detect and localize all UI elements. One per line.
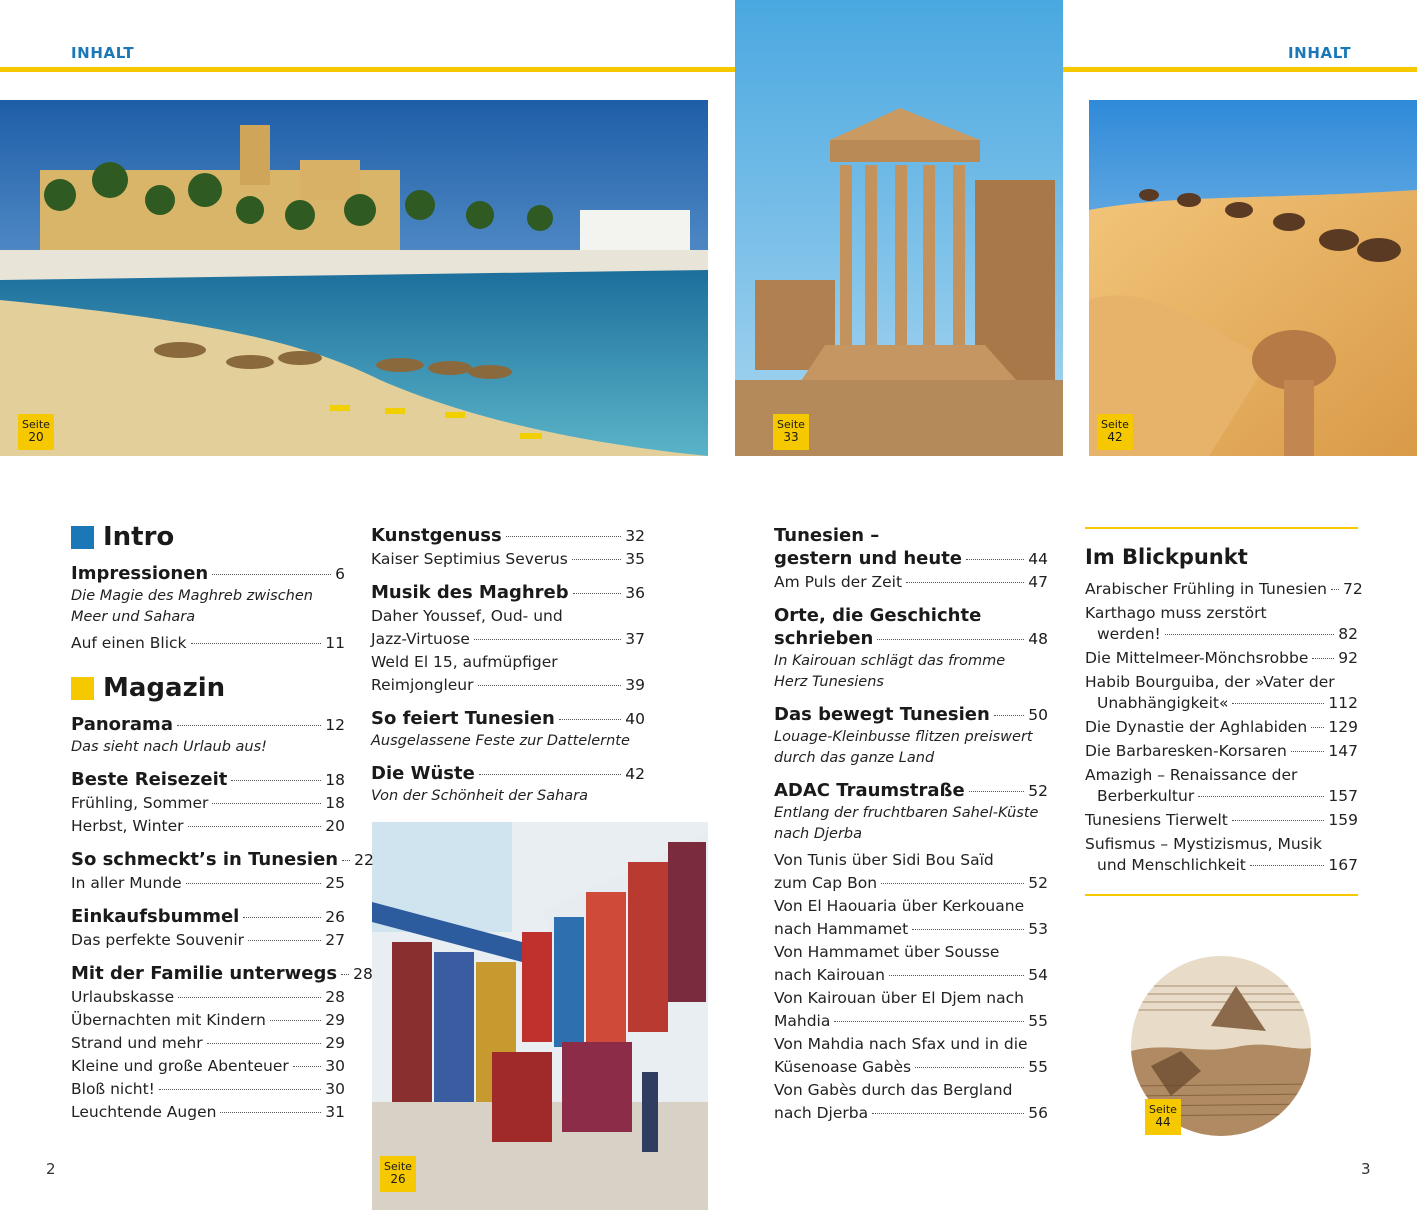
toc-subtitle: Herz Tunesiens <box>774 674 884 690</box>
toc-entry[interactable]: Übernachten mit Kindern 29 <box>71 1011 345 1029</box>
toc-entry[interactable]: Arabischer Frühling in Tunesien 72 <box>1085 580 1363 598</box>
toc-entry[interactable]: Jazz-Virtuose 37 <box>371 630 645 648</box>
toc-subtitle: Von der Schönheit der Sahara <box>371 788 589 804</box>
toc-line: Von Tunis über Sidi Bou Saïd <box>774 851 994 869</box>
page-number-right: 3 <box>1361 1160 1371 1178</box>
page-badge: Seite 42 <box>1097 414 1133 450</box>
toc-line: Von Kairouan über El Djem nach <box>774 989 1024 1007</box>
toc-entry[interactable]: Kleine und große Abenteuer 30 <box>71 1057 345 1075</box>
toc-subtitle: durch das ganze Land <box>774 750 935 766</box>
photo-market <box>372 822 708 1210</box>
blickpunkt-title: Im Blickpunkt <box>1085 545 1248 569</box>
toc-entry[interactable]: gestern und heute 44 <box>774 548 1048 569</box>
toc-subtitle: In Kairouan schlägt das fromme <box>774 653 1006 669</box>
toc-entry[interactable]: Die Dynastie der Aghlabiden 129 <box>1085 718 1358 736</box>
header-rule-right <box>1063 67 1417 72</box>
toc-entry[interactable]: und Menschlichkeit 167 <box>1097 856 1358 874</box>
page-badge: Seite 20 <box>18 414 54 450</box>
toc-entry[interactable]: Küsenoase Gabès 55 <box>774 1058 1048 1076</box>
toc-entry[interactable]: So feiert Tunesien 40 <box>371 708 645 729</box>
blickpunkt-rule-top <box>1085 527 1358 529</box>
toc-line: Daher Youssef, Oud- und <box>371 607 563 625</box>
toc-entry[interactable]: Das bewegt Tunesien 50 <box>774 704 1048 725</box>
toc-entry[interactable]: Berberkultur 157 <box>1097 787 1358 805</box>
page-number-left: 2 <box>46 1160 56 1178</box>
toc-line: Weld El 15, aufmüpfiger <box>371 653 558 671</box>
toc-line: Von El Haouaria über Kerkouane <box>774 897 1025 915</box>
toc-line: Von Gabès durch das Bergland <box>774 1081 1013 1099</box>
toc-column-blickpunkt <box>1085 527 1363 896</box>
toc-entry[interactable]: nach Kairouan 54 <box>774 966 1048 984</box>
toc-column-2 <box>371 524 645 807</box>
toc-entry[interactable]: Bloß nicht! 30 <box>71 1080 345 1098</box>
toc-line: Habib Bourguiba, der »Vater der <box>1085 673 1335 691</box>
toc-entry[interactable]: Urlaubskasse 28 <box>71 988 345 1006</box>
toc-entry[interactable]: nach Djerba 56 <box>774 1104 1048 1122</box>
toc-entry[interactable]: ADAC Traumstraße 52 <box>774 780 1048 801</box>
toc-line: Karthago muss zerstört <box>1085 604 1267 622</box>
toc-line: Von Mahdia nach Sfax und in die <box>774 1035 1028 1053</box>
header-rule-left <box>0 67 735 72</box>
photo-coast-fort <box>0 100 708 456</box>
toc-column-3 <box>774 524 1048 1125</box>
toc-entry[interactable]: Reimjongleur 39 <box>371 676 645 694</box>
toc-entry[interactable]: Beste Reisezeit 18 <box>71 769 345 790</box>
toc-entry[interactable]: Am Puls der Zeit 47 <box>774 573 1048 591</box>
toc-column-1 <box>71 522 374 1124</box>
photo-temple <box>735 0 1063 456</box>
toc-entry[interactable]: Die Wüste 42 <box>371 763 645 784</box>
toc-line: Orte, die Geschichte <box>774 605 982 626</box>
toc-entry[interactable]: Kunstgenuss 32 <box>371 525 645 546</box>
toc-entry[interactable]: So schmeckt’s in Tunesien 22 <box>71 849 374 870</box>
toc-entry[interactable]: Mahdia 55 <box>774 1012 1048 1030</box>
toc-entry[interactable]: Musik des Maghreb 36 <box>371 582 645 603</box>
toc-line: Sufismus – Mystizismus, Musik <box>1085 835 1323 853</box>
toc-entry[interactable]: Das perfekte Souvenir 27 <box>71 931 345 949</box>
toc-subtitle: Entlang der fruchtbaren Sahel-Küste <box>774 805 1039 821</box>
toc-entry[interactable]: nach Hammamet 53 <box>774 920 1048 938</box>
toc-entry[interactable]: Die Barbaresken-Korsaren 147 <box>1085 742 1358 760</box>
section-title: Intro <box>103 522 175 552</box>
section-marker-yellow <box>71 677 94 700</box>
toc-line: Amazigh – Renaissance der <box>1085 766 1298 784</box>
toc-entry[interactable]: In aller Munde 25 <box>71 874 345 892</box>
toc-entry[interactable]: Kaiser Septimius Severus 35 <box>371 550 645 568</box>
toc-entry[interactable]: schrieben 48 <box>774 628 1048 649</box>
section-title: Magazin <box>103 673 226 703</box>
toc-entry[interactable]: Einkaufsbummel 26 <box>71 906 345 927</box>
toc-entry[interactable]: Auf einen Blick 11 <box>71 634 345 652</box>
toc-entry[interactable]: Unabhängigkeit« 112 <box>1097 694 1358 712</box>
toc-entry[interactable]: Panorama 12 <box>71 714 345 735</box>
section-magazin <box>71 673 345 703</box>
toc-subtitle: Ausgelassene Feste zur Dattelernte <box>371 733 630 749</box>
page-badge: Seite 44 <box>1145 1099 1181 1135</box>
toc-entry[interactable]: Impressionen 6 <box>71 563 345 584</box>
toc-entry[interactable]: Strand und mehr 29 <box>71 1034 345 1052</box>
left-page-header: INHALT <box>71 44 135 62</box>
photo-camels <box>1089 100 1417 456</box>
page-badge: Seite 33 <box>773 414 809 450</box>
section-marker-blue <box>71 526 94 549</box>
toc-subtitle: nach Djerba <box>774 826 863 842</box>
toc-entry[interactable]: Die Mittelmeer-Mönchsrobbe 92 <box>1085 649 1358 667</box>
toc-line: Von Hammamet über Sousse <box>774 943 1000 961</box>
toc-entry[interactable]: Frühling, Sommer 18 <box>71 794 345 812</box>
section-intro <box>71 522 345 552</box>
toc-entry[interactable]: zum Cap Bon 52 <box>774 874 1048 892</box>
toc-subtitle: Louage-Kleinbusse flitzen preiswert <box>774 729 1033 745</box>
toc-entry[interactable]: Tunesiens Tierwelt 159 <box>1085 811 1358 829</box>
toc-entry[interactable]: Leuchtende Augen 31 <box>71 1103 345 1121</box>
toc-line: Tunesien – <box>774 525 880 546</box>
toc-subtitle: Das sieht nach Urlaub aus! <box>71 739 267 755</box>
toc-entry[interactable]: werden! 82 <box>1097 625 1358 643</box>
toc-subtitle: Die Magie des Maghreb zwischen <box>71 588 313 604</box>
page-badge: Seite 26 <box>380 1156 416 1192</box>
blickpunkt-rule-bottom <box>1085 894 1358 896</box>
toc-entry[interactable]: Mit der Familie unterwegs 28 <box>71 963 373 984</box>
right-page-header: INHALT <box>1288 44 1352 62</box>
toc-entry[interactable]: Herbst, Winter 20 <box>71 817 345 835</box>
toc-subtitle: Meer und Sahara <box>71 609 196 625</box>
